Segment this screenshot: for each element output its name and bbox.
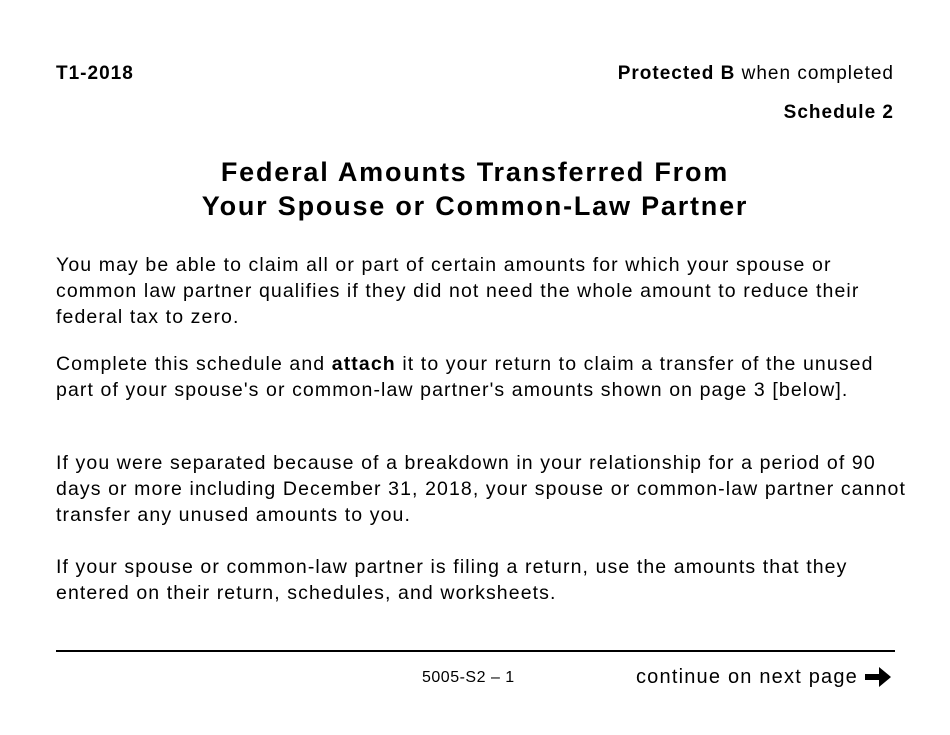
continue-label: continue on next page (635, 665, 858, 688)
instructions-text-start: Complete this schedule and (56, 353, 332, 375)
footer-divider (56, 650, 895, 652)
protected-label: Protected B (617, 63, 736, 84)
form-number: 5005-S2 – 1 (422, 669, 515, 686)
title-line-2: Your Spouse or Common-Law Partner (201, 191, 749, 221)
attach-emphasis: attach (331, 353, 396, 375)
schedule-label: Schedule 2 (783, 102, 894, 123)
arrow-right-icon (864, 665, 892, 689)
title-line-1: Federal Amounts Transferred From (220, 157, 730, 187)
paragraph-eligibility: You may be able to claim all or part of certain amounts for which your spouse or common law partner qualifies if they did not need the whole amount to reduce their federal tax to zero. (56, 254, 860, 328)
protected-status (618, 63, 894, 85)
paragraph-spouse-return: If your spouse or common-law partner is filing a return, use the amounts that they entered on their return, schedules, and worksheets. (56, 556, 848, 604)
page-title (0, 155, 950, 223)
continue-next-page[interactable] (636, 665, 892, 689)
form-id: T1-2018 (56, 63, 134, 84)
paragraph-instructions (56, 351, 906, 403)
instructions-text-end: it to your return to claim a transfer of the unused part of your spouse's or common-law partner's amounts shown on page 3 [below]. (56, 353, 874, 401)
protected-suffix: when completed (735, 63, 894, 84)
paragraph-separation: If you were separated because of a breakdown in your relationship for a period of 90 days or more including December 31, 2018, your spouse or common-law partner cannot transfer any unused amounts to you. (56, 452, 907, 526)
